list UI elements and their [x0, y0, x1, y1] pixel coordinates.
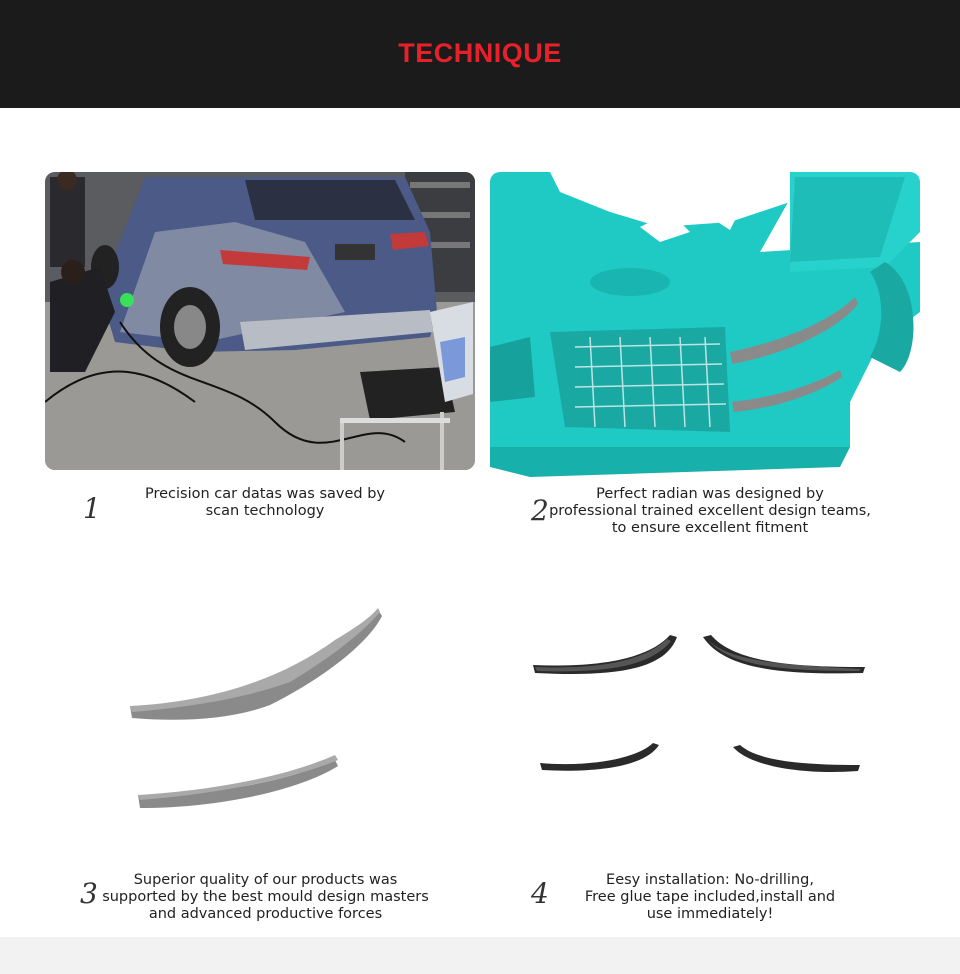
step-2-line-1: Perfect radian was designed by [596, 486, 824, 502]
step-number-3: 3 [80, 877, 98, 910]
step-description-3 [98, 872, 433, 923]
step-1-line-2: scan technology [205, 503, 325, 519]
step-3-line-1: Superior quality of our products was [133, 872, 398, 888]
step-2-line-2: professional trained excellent design teams, [549, 503, 871, 519]
carbon-fiber-flics [525, 625, 875, 795]
step-number-2: 2 [531, 494, 549, 527]
page-title: TECHNIQUE [398, 37, 562, 68]
step-description-1 [115, 486, 415, 520]
step-number-4: 4 [531, 877, 549, 910]
step-number-1: 1 [83, 492, 101, 525]
step-4-line-2: Free glue tape included,install and [584, 889, 836, 905]
step-4-line-3: use immediately! [646, 906, 774, 922]
step-3-line-3: and advanced productive forces [148, 906, 383, 922]
step-4-line-1: Eesy installation: No-drilling, [606, 872, 814, 888]
step-1-line-1: Precision car datas was saved by [144, 486, 385, 502]
header-bar [0, 0, 960, 108]
car-scanning-photo [45, 172, 475, 470]
grey-mould-flics [120, 590, 400, 830]
step-description-2 [535, 486, 885, 537]
bumper-scan-render [490, 172, 920, 477]
footer-band [0, 937, 960, 974]
step-2-line-3: to ensure excellent fitment [611, 520, 809, 536]
step-description-4 [565, 872, 855, 923]
step-3-line-2: supported by the best mould design masters [102, 889, 429, 905]
